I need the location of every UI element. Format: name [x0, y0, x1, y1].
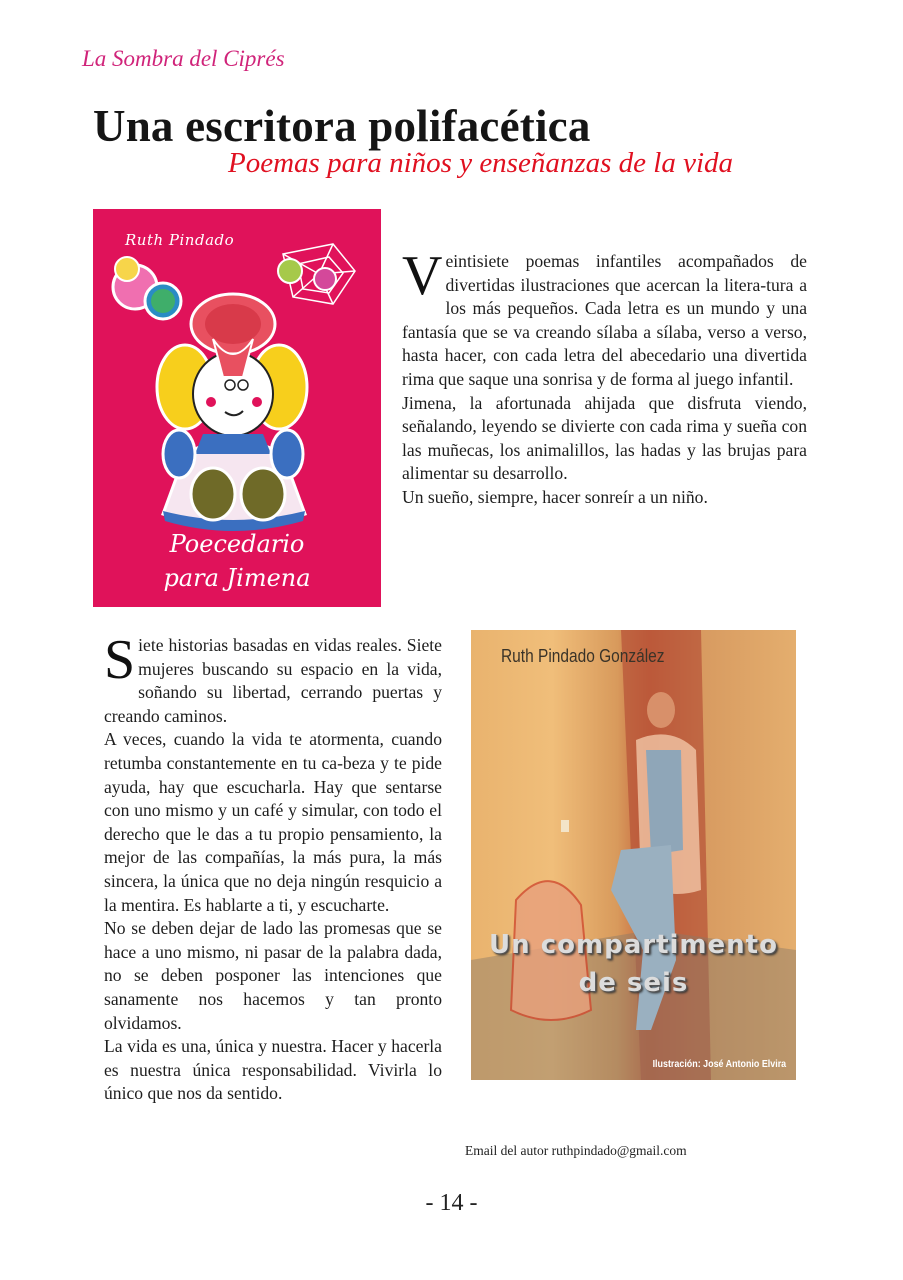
cover-title-line2: para Jimena [163, 564, 311, 592]
paragraph: iete historias basadas en vidas reales. Siete mujeres buscando su espacio en la vida, soñando su libertad, cerrando puertas y creando caminos. [104, 635, 442, 726]
cover-title-line1: Un compartimento [489, 930, 778, 960]
paragraph: eintisiete poemas infantiles acompañados de divertidas ilustraciones que acercan la litera-tura a los más pequeños. Cada letra es un mundo y una fantasía que se va creando sílaba a sílaba, verso a verso, hasta hacer, con cada letra del abecedario una divertida rima que saque una sonrisa y de forma al juego infantil. [402, 251, 807, 389]
paragraph: Un sueño, siempre, hacer sonreír a un niño. [402, 486, 708, 507]
illustrator-credit: Ilustración: José Antonio Elvira [652, 1058, 786, 1070]
book-cover-poecedario [93, 209, 381, 607]
author-email: Email del autor ruthpindado@gmail.com [465, 1143, 687, 1158]
drop-cap: S [104, 629, 136, 691]
article-subtitle: Poemas para niños y enseñanzas de la vida [228, 147, 734, 179]
paragraph: A veces, cuando la vida te atormenta, cuando retumba constantemente en tu ca-beza y te pide ayuda, hay que escucharla. Hay que sentarse con uno mismo y un café y simular, con todo el derecho que le das a tu propio pensamiento, la mejor de las compañías, la más pura, la más sincera, la única que no deja ningún resquicio a la mentira. Es hablarte a ti, y escucharte. [104, 729, 442, 915]
cover-title-line2: de seis [578, 968, 689, 998]
cover-author: Ruth Pindado [125, 231, 235, 249]
book2-description [104, 629, 442, 1106]
fairy-clock-illustration [113, 257, 181, 319]
book-cover-compartimento [471, 630, 796, 1080]
cover-title-line1: Poecedario [169, 530, 305, 558]
cover-title [471, 926, 796, 1002]
paragraph: La vida es una, única y nuestra. Hacer y hacerla es nuestra única responsabilidad. Vivirla lo único que nos da sentido. [104, 1036, 442, 1104]
paragraph: No se deben dejar de lado las promesas que se hace a uno mismo, ni pasar de la palabra dada, no se deben posponer las intenciones que sanamente nos hacemos y tan pronto olvidamos. [104, 918, 442, 1033]
paragraph: Jimena, la afortunada ahijada que disfruta viendo, señalando, leyendo se divierte con cada rima y sueña con las muñecas, los animalillos, las hadas y las brujas para alimentar su desarrollo. [402, 392, 807, 484]
cover-author: Ruth Pindado González [501, 646, 665, 666]
drop-cap: V [402, 245, 443, 307]
magazine-header: La Sombra del Ciprés [82, 46, 285, 71]
cover-title [93, 527, 381, 595]
woman-illustration [471, 630, 796, 1080]
book1-description [402, 245, 807, 510]
page-number: - 14 - [425, 1190, 478, 1216]
article-title: Una escritora polifacética [93, 101, 591, 151]
